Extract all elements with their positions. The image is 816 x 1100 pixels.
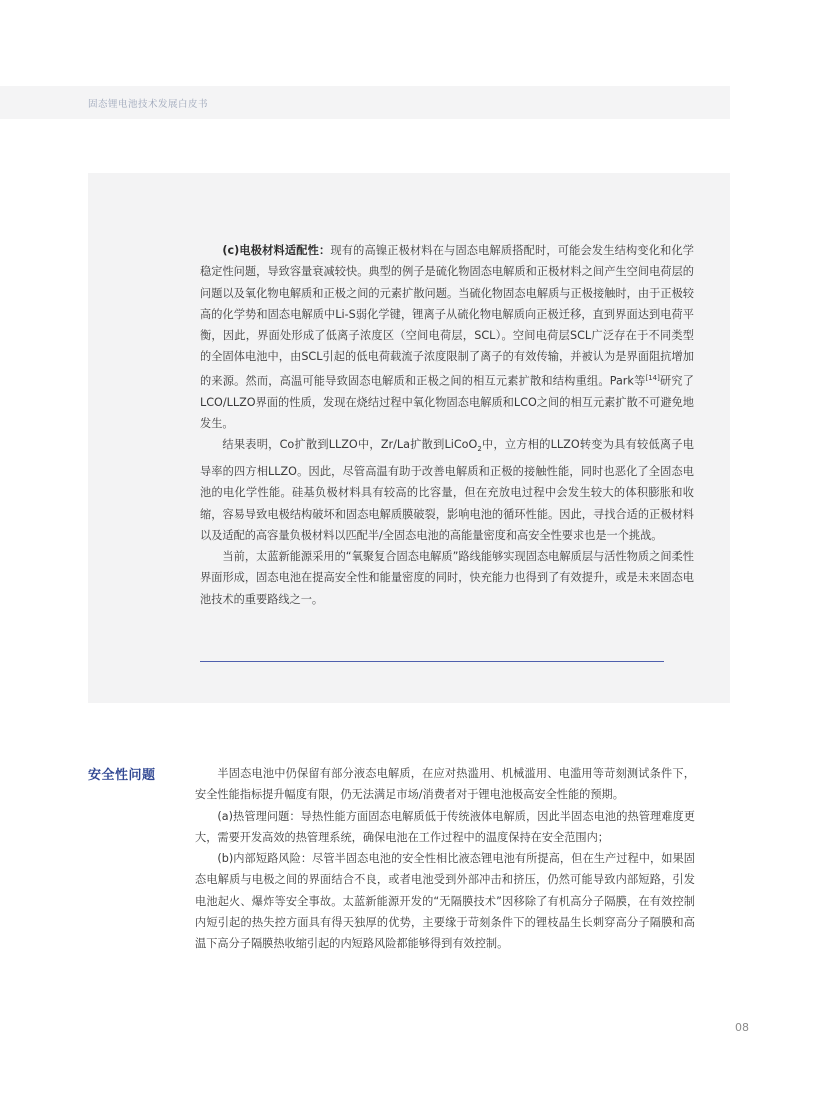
- callout-lead: (c)电极材料适配性：: [222, 244, 331, 257]
- callout-divider: [200, 661, 664, 662]
- callout-p2-text-a: 结果表明，Co扩散到LLZO中，Zr/La扩散到LiCoO: [222, 438, 478, 452]
- section-paragraph-3: (b)内部短路风险：尽管半固态电池的安全性相比液态锂电池有所提高，但在生产过程中，如果固态电解质与电极之间的界面结合不良，或者电池受到外部冲击和挤压，仍然可能导致内部短路，引发电池起火、爆炸等安全事故。太蓝新能源开发的“无隔膜技术”因移除了有机高分子隔膜，在有效控制内短引起的热失控方面具有得天独厚的优势，主要缘于苛刻条件下的锂枝晶生长刺穿高分子隔膜和高温下高分子隔膜热收缩引起的内短路风险都能够得到有效控制。: [195, 852, 695, 951]
- citation-ref: [14]: [645, 373, 660, 382]
- section-body: [195, 763, 695, 955]
- page-number: 08: [735, 1021, 749, 1034]
- section-paragraph-1: 半固态电池中仍保留有部分液态电解质，在应对热滥用、机械滥用、电滥用等苛刻测试条件下，安全性能指标提升幅度有限，仍无法满足市场/消费者对于锂电池极高安全性能的预期。: [195, 767, 695, 802]
- section-paragraph-2: (a)热管理问题：导热性能方面固态电解质低于传统液体电解质，因此半固态电池的热管理难度更大，需要开发高效的热管理系统，确保电池在工作过程中的温度保持在安全范围内；: [195, 809, 695, 844]
- callout-paragraph-3: 当前，太蓝新能源采用的“氧聚复合固态电解质”路线能够实现固态电解质层与活性物质之间柔性界面形成，固态电池在提高安全性和能量密度的同时，快充能力也得到了有效提升，或是未来固态电池技术的重要路线之一。: [200, 550, 694, 606]
- callout-paragraph-2: [200, 434, 694, 546]
- callout-text: [200, 240, 694, 610]
- subscript-2: 2: [477, 445, 482, 454]
- callout-p1-text-a: 现有的高镍正极材料在与固态电解质搭配时，可能会发生结构变化和化学稳定性问题，导致容量衰减较快。典型的例子是硫化物固态电解质和正极材料之间产生空间电荷层的问题以及氧化物电解质和正极之间的元素扩散问题。当硫化物固态电解质与正极接触时，由于正极较高的化学势和固态电解质中Li-S弱化学键，锂离子从硫化物电解质向正极迁移，直到界面达到电荷平衡，因此，界面处形成了低离子浓度区（空间电荷层，SCL）。空间电荷层SCL广泛存在于不同类型的全固体电池中，由SCL引起的低电荷载流子浓度限制了离子的有效传输，并被认为是界面阻抗增加的来源。然而，高温可能导致固态电解质和正极之间的相互元素扩散和结构重组。Park等: [200, 244, 694, 388]
- section-heading: 安全性问题: [88, 768, 156, 783]
- callout-paragraph-1: [200, 240, 694, 434]
- callout-p1-text-b: 研究了LCO/LLZO界面的性质，发现在烧结过程中氧化物固态电解质和LCO之间的相互元素扩散不可避免地发生。: [200, 374, 694, 431]
- callout-p2-text-b: 中，立方相的LLZO转变为具有较低离子电导率的四方相LLZO。因此，尽管高温有助于改善电解质和正极的接触性能，同时也恶化了全固态电池的电化学性能。硅基负极材料具有较高的比容量，但在充放电过程中会发生较大的体积膨胀和收缩，容易导致电极结构破坏和固态电解质膜破裂，影响电池的循环性能。因此，寻找合适的正极材料以及适配的高容量负极材料以匹配半/全固态电池的高能量密度和高安全性要求也是一个挑战。: [200, 438, 694, 542]
- running-header: 固态锂电池技术发展白皮书: [88, 99, 209, 110]
